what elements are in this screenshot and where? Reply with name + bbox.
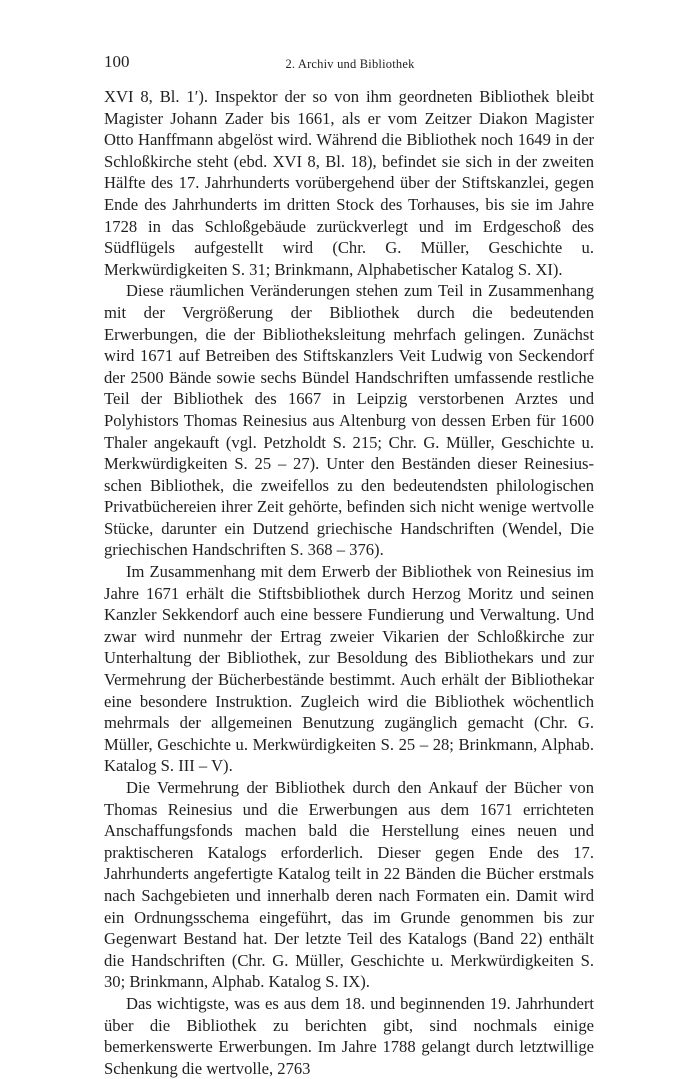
paragraph-4: Die Vermehrung der Bibliothek durch den Ankauf der Bücher von Thomas Reinesius und die Erwerbungen aus dem 1671 errichteten Anschaffungsfonds machen bald die Herstellung eines neuen und praktischeren Katalogs erforderlich. Dieser gegen Ende des 17. Jahrhunderts angefertigte Katalog teilt in 22 Bänden die Bücher erstmals nach Sachgebieten und innerhalb deren nach Formaten ein. Damit wird ein Ordnungsschema eingeführt, das im Grunde genommen bis zur Gegenwart Bestand hat. Der letzte Teil des Katalogs (Band 22) enthält die Handschriften (Chr. G. Müller, Geschichte u. Merkwürdigkeiten S. 30; Brinkmann, Alphab. Katalog S. IX).: [104, 778, 594, 992]
paragraph-1: XVI 8, Bl. 1′). Inspektor der so von ihm geordneten Bibliothek bleibt Magister Johann Zader bis 1661, als er vom Zeitzer Diakon Magister Otto Hanffmann abgelöst wird. Während die Bibliothek noch 1649 in der Schloßkirche steht (ebd. XVI 8, Bl. 18), befindet sie sich in der zweiten Hälfte des 17. Jahrhunderts vorübergehend über der Stiftskanzlei, gegen Ende des Jahrhunderts im dritten Stock des Torhauses, bis sie im Jahre 1728 in das Schloßgebäude zurückverlegt und im Erdgeschoß des Südflügels aufgestellt wird (Chr. G. Müller, Geschichte u. Merkwürdigkeiten S. 31; Brinkmann, Alphabetischer Katalog S. XI).: [104, 87, 594, 279]
paragraph-5: Das wichtigste, was es aus dem 18. und beginnenden 19. Jahrhundert über die Bibliothek zu berichten gibt, sind nochmals einige bemerkenswerte Erwerbungen. Im Jahre 1788 gelangt durch letztwillige Schenkung die wertvolle, 2763: [104, 993, 594, 1078]
running-head: 2. Archiv und Bibliothek: [285, 57, 415, 71]
paragraph-3: Im Zusammenhang mit dem Erwerb der Bibliothek von Reinesius im Jahre 1671 erhält die Stiftsbibliothek durch Herzog Moritz und seinen Kanzler Sekkendorf auch eine bessere Fundierung und Verwaltung. Und zwar wird nunmehr der Ertrag zweier Vikarien der Schloßkirche zur Unterhaltung der Bibliothek, zur Besoldung des Bibliothekars und zur Vermehrung der Bücherbestände bestimmt. Auch erhält der Bibliothekar eine besondere Instruktion. Zugleich wird die Bibliothek wöchentlich mehrmals der allgemeinen Benutzung zugänglich gemacht (Chr. G. Müller, Geschichte u. Merkwürdigkeiten S. 25 – 28; Brinkmann, Alphab. Katalog S. III – V).: [104, 562, 594, 776]
body-text: [104, 86, 594, 1079]
page-number: 100: [104, 52, 130, 71]
paragraph-2: Diese räumlichen Veränderungen stehen zum Teil in Zusammenhang mit der Vergrößerung der Bibliothek durch die bedeutenden Erwerbungen, die der Bibliotheksleitung mehrfach gelingen. Zunächst wird 1671 auf Betreiben des Stiftskanzlers Veit Ludwig von Seckendorf der 2500 Bände sowie sechs Bündel Handschriften umfassende restliche Teil der Bibliothek des 1667 in Leipzig verstorbenen Arztes und Polyhistors Thomas Reinesius aus Altenburg von dessen Erben für 1600 Thaler angekauft (vgl. Petzholdt S. 215; Chr. G. Müller, Geschichte u. Merkwürdigkeiten S. 25 – 27). Unter den Beständen dieser Reinesiusschen Bibliothek, die zweifellos zu den bedeutendsten philologischen Privatbüchereien ihrer Zeit gehörte, befinden sich nicht wenige wertvolle Stücke, darunter ein Dutzend griechische Handschriften (Wendel, Die griechischen Handschriften S. 368 – 376).: [104, 281, 594, 560]
